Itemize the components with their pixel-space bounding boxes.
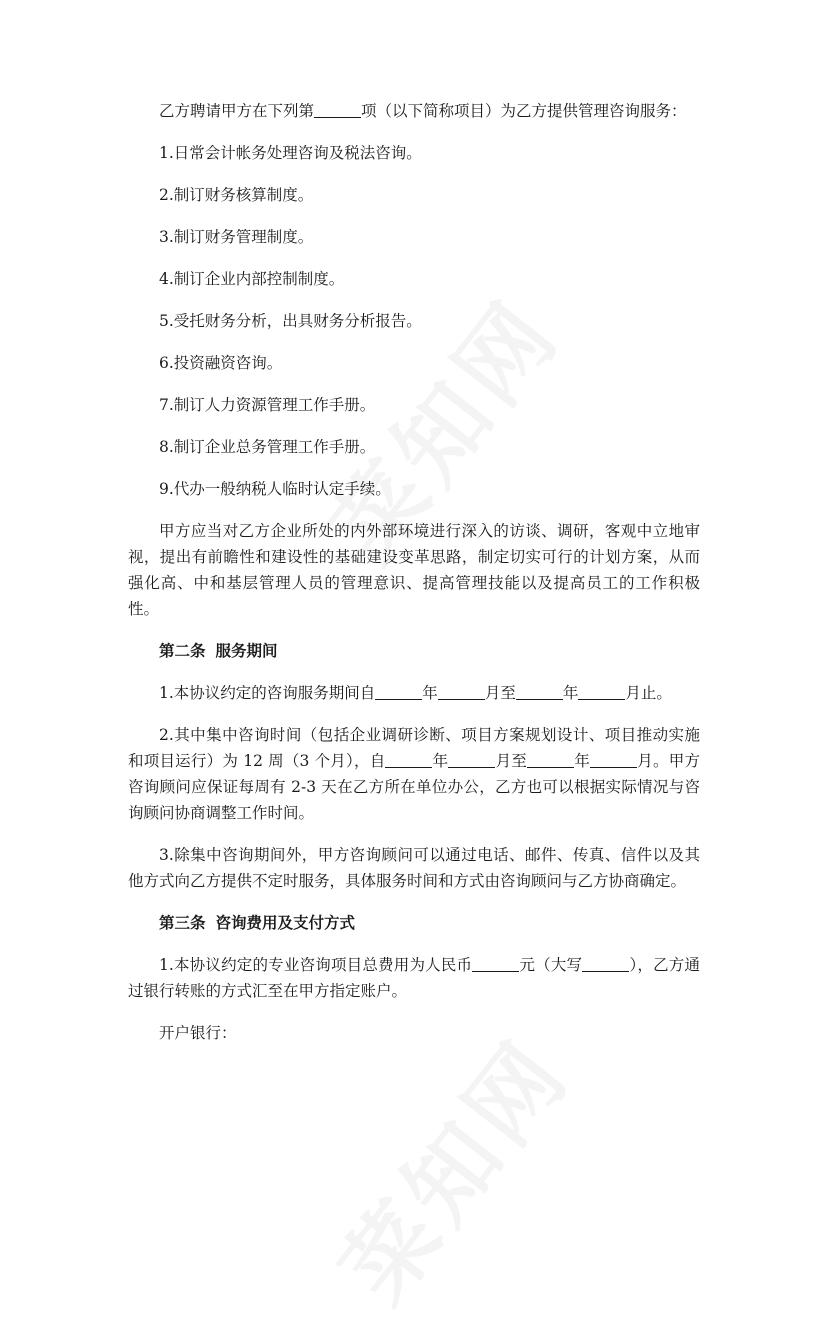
fill-blank [578,681,625,700]
fill-blank [582,953,629,972]
fill-blank [375,681,422,700]
service-item: 4.制订企业内部控制制度。 [159,270,345,288]
service-item: 2.制订财务核算制度。 [159,186,314,204]
fill-blank [590,749,637,768]
bank-line: 开户银行： [159,1024,237,1042]
service-item: 6.投资融资咨询。 [159,354,283,372]
service-item: 7.制订人力资源管理工作手册。 [159,396,376,414]
article-2-heading: 第二条 服务期间 [159,641,278,660]
service-item: 5.受托财务分析，出具财务分析报告。 [159,312,422,330]
item-number-blank [314,99,361,118]
article-3-heading: 第三条 咨询费用及支付方式 [159,913,356,932]
service-item: 1.日常会计帐务处理咨询及税法咨询。 [159,144,422,162]
article-3-clause-1: 1.本协议约定的专业咨询项目总费用为人民币 元（大写 ），乙方通过银行转账的方式汇至在甲方指定账户。 [128,952,700,1004]
intro-paragraph: 乙方聘请甲方在下列第 项（以下简称项目）为乙方提供管理咨询服务： [128,98,700,124]
service-item: 8.制订企业总务管理工作手册。 [159,438,376,456]
requirement-paragraph: 甲方应当对乙方企业所处的内外部环境进行深入的访谈、调研，客观中立地审视，提出有前瞻性和建设性的基础建设变革思路，制定切实可行的计划方案，从而强化高、中和基层管理人员的管理意识、提高管理技能以及提高员工的工作积极性。 [128,522,700,618]
fill-blank [516,681,563,700]
fill-blank [448,749,495,768]
document-body [128,98,700,1062]
service-item: 9.代办一般纳税人临时认定手续。 [159,480,391,498]
fill-blank [385,749,432,768]
article-2-clause-3: 3.除集中咨询期间外，甲方咨询顾问可以通过电话、邮件、传真、信件以及其他方式向乙方提供不定时服务，具体服务时间和方式由咨询顾问与乙方协商确定。 [128,846,700,890]
fill-blank [527,749,574,768]
fill-blank [438,681,485,700]
article-2-clause-1: 1.本协议约定的咨询服务期间自 年 月至 年 月止。 [128,680,700,706]
article-2-clause-2: 2.其中集中咨询时间（包括企业调研诊断、项目方案规划设计、项目推动实施和项目运行）为 12 周（3 个月），自 年 月至 年 月。甲方咨询顾问应保证每周有 2-3 天在乙方所在单位办公，乙方也可以根据实际情况与咨询顾问协商调整工作时间。 [128,726,700,822]
fill-blank [472,953,519,972]
service-item: 3.制订财务管理制度。 [159,228,314,246]
